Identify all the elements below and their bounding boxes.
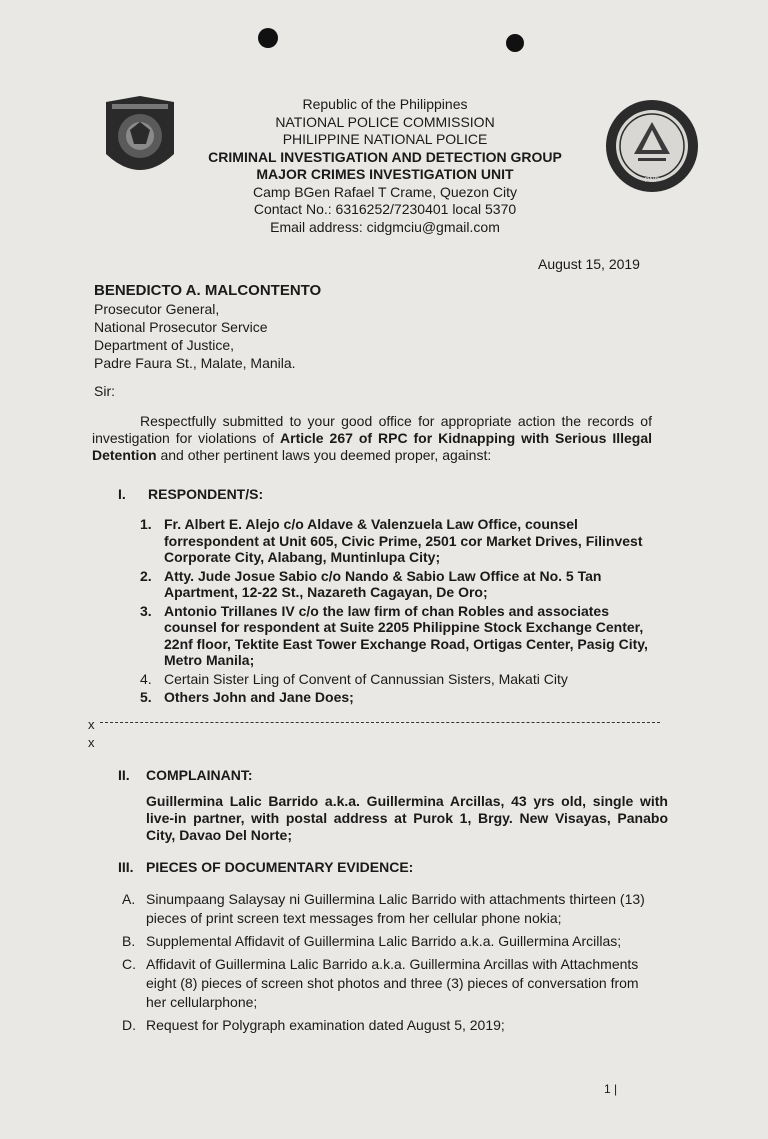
list-item [140,689,660,706]
item-number: 2. [140,567,152,584]
addressee-name: BENEDICTO A. MALCONTENTO [94,282,322,299]
intro-text: and other pertinent laws you deemed proper, against: [156,447,492,463]
dashed-separator [100,722,660,723]
intro-bold-text: Article 267 of RPC for Kidnapping with Serious Illegal Detention [92,430,653,463]
page-number: 1 | [604,1082,618,1096]
intro-text: Respectfully submitted to your good office for appropriate action the records of investigation for violations of [92,413,652,446]
letterhead-line: PHILIPPINE NATIONAL POLICE [282,131,488,147]
section-number: III. [118,859,134,875]
item-text: Sinumpaang Salaysay ni Guillermina Lalic Barrido with attachments thirteen (13) pieces of print screen text messages from her cellular phone nokia; [146,891,645,926]
letterhead [180,96,590,236]
list-item [122,890,662,928]
item-text: Request for Polygraph examination dated August 5, 2019; [146,1017,505,1033]
letterhead-line: Email address: cidgmciu@gmail.com [270,218,500,235]
item-number: 3. [140,602,152,619]
item-text: Supplemental Affidavit of Guillermina Lalic Barrido a.k.a. Guillermina Arcillas; [146,933,622,949]
complainant-text: Guillermina Lalic Barrido a.k.a. Guillermina Arcillas, 43 yrs old, single with live-in partner, with postal address at Purok 1, Brgy. New Visayas, Panabo City, Davao Del Norte; [146,793,668,843]
item-letter: A. [122,891,136,907]
list-item [140,603,660,669]
item-text: Affidavit of Guillermina Lalic Barrido a.k.a. Guillermina Arcillas with Attachments eight (8) pieces of screen shot photos and three (3) pieces of conversation from her cellularphone; [146,956,639,1010]
evidence-list [122,890,662,1039]
item-number: 5. [140,689,152,705]
item-number: 4. [140,670,152,687]
section-title: RESPONDENT/S: [148,486,264,502]
addressee-block [94,282,321,372]
letterhead-line: Camp BGen Rafael T Crame, Quezon City [252,183,518,200]
list-item [140,671,660,688]
item-letter: B. [122,933,136,949]
salutation: Sir: [94,383,115,399]
punch-hole-left [258,28,278,48]
cidg-round-seal [604,98,700,194]
cidg-shield-logo [100,94,180,184]
svg-text:PNP: PNP [644,177,660,184]
item-number: 1. [140,516,152,532]
letterhead-line: Republic of the Philippines [302,96,468,112]
list-item [140,568,660,601]
intro-paragraph [92,413,652,464]
item-letter: C. [122,956,136,972]
item-text: Fr. Albert E. Alejo c/o Aldave & Valenzuela Law Office, counsel forrespondent at Unit 605, Civic Prime, 2501 cor Market Drives, Filinvest Corporate City, Alabang, Muntinlupa City; [164,516,643,565]
letterhead-line: CRIMINAL INVESTIGATION AND DETECTION GROUP [208,148,562,165]
item-text: Antonio Trillanes IV c/o the law firm of chan Robles and associates counsel for respondent at Suite 2205 Philippine Stock Exchange Center, 22nf floor, Tektite East Tower Exchange Road, Ortigas Center, Pasig City, Metro Manila; [164,602,648,668]
letter-date: August 15, 2019 [538,256,640,272]
list-item [122,955,662,1012]
item-letter: D. [122,1017,136,1033]
section-title: COMPLAINANT: [146,767,253,783]
punch-hole-right [506,34,524,52]
item-text: Atty. Jude Josue Sabio c/o Nando & Sabio Law Office at No. 5 Tan Apartment, 12-22 St., Nazareth Cagayan, De Oro; [164,567,602,600]
section-number: II. [118,767,130,783]
addressee-line: Department of Justice, [94,337,235,353]
separator-mark: x [88,735,95,750]
addressee-line: National Prosecutor Service [94,319,268,335]
section-number: I. [118,486,126,502]
letterhead-line: MAJOR CRIMES INVESTIGATION UNIT [256,166,514,182]
respondents-list [140,516,660,708]
letterhead-line: Contact No.: 6316252/7230401 local 5370 [253,201,517,217]
item-text: Certain Sister Ling of Convent of Cannussian Sisters, Makati City [164,670,568,687]
addressee-line: Padre Faura St., Malate, Manila. [94,355,296,371]
letterhead-line: NATIONAL POLICE COMMISSION [275,113,495,130]
separator-mark: x [88,717,95,732]
list-item [140,516,660,566]
addressee-line: Prosecutor General, [94,301,220,317]
list-item [122,932,662,951]
item-text: Others John and Jane Does; [164,689,354,705]
section-title: PIECES OF DOCUMENTARY EVIDENCE: [146,859,414,875]
list-item [122,1016,662,1035]
